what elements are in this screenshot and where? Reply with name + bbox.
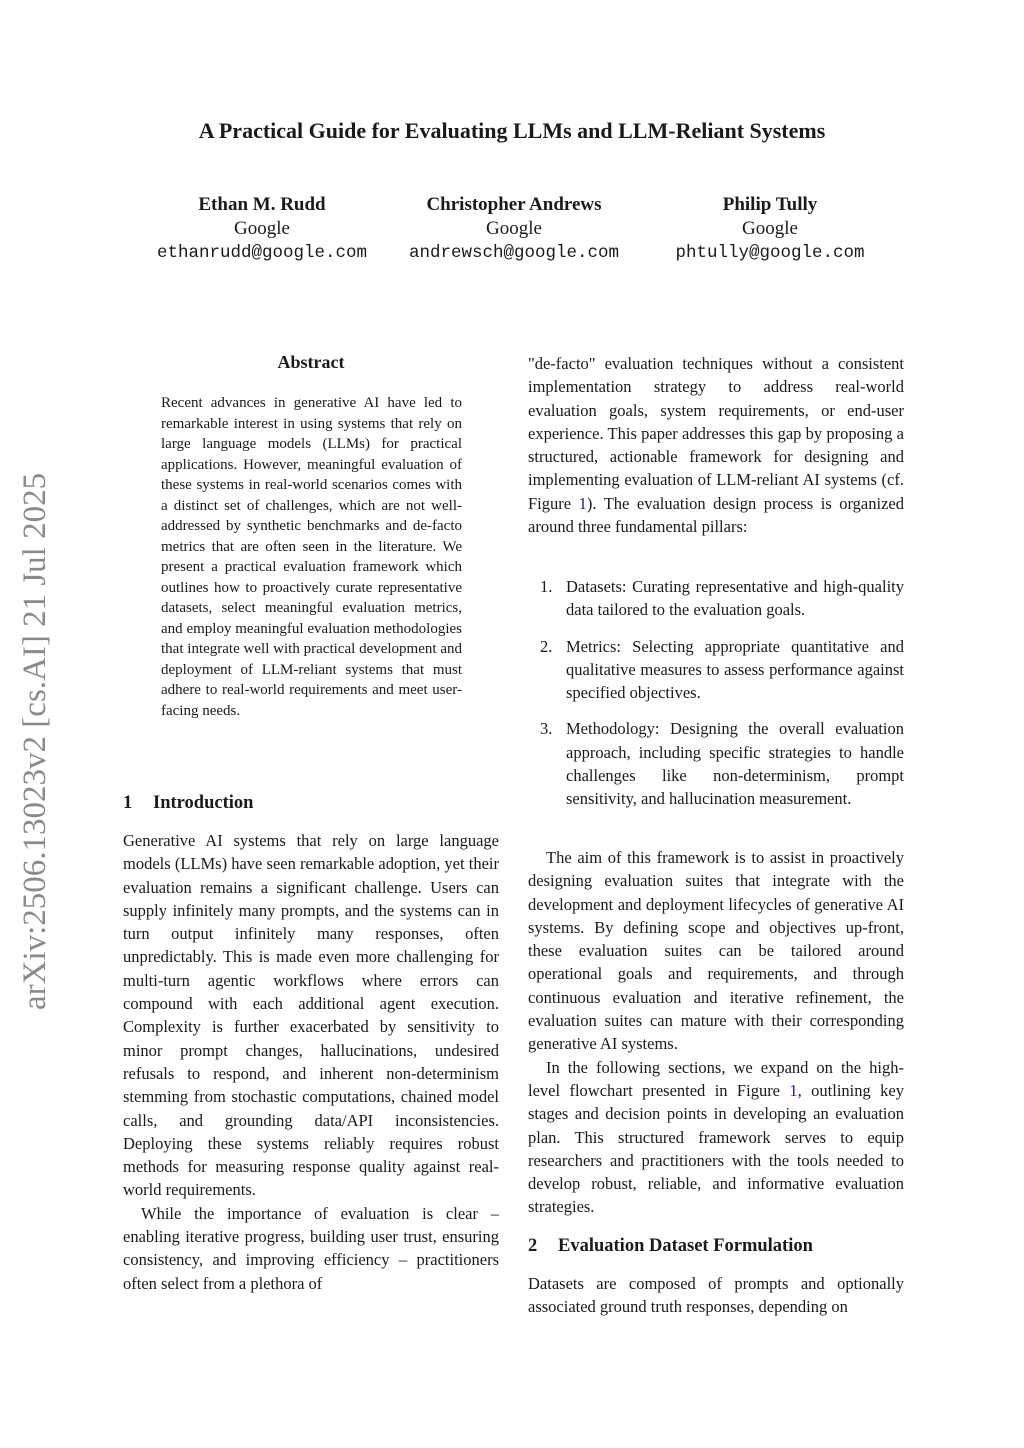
- abstract-body: [161, 393, 462, 721]
- section-number: 2: [528, 1236, 538, 1256]
- section-title: Evaluation Dataset Formulation: [558, 1236, 813, 1256]
- section-number: 1: [123, 793, 133, 813]
- author-affiliation: Google: [234, 218, 290, 239]
- left-column-text: [123, 829, 499, 1295]
- paragraph: Datasets are composed of prompts and optionally associated ground truth responses, depending on: [528, 1274, 904, 1317]
- paper-title: A Practical Guide for Evaluating LLMs and LLM-Reliant Systems: [198, 118, 826, 143]
- paragraph: [528, 352, 904, 538]
- list-item: [540, 635, 904, 705]
- list-item-text: Datasets: Curating representative and high-quality data tailored to the evaluation goals.: [566, 577, 904, 620]
- author-email[interactable]: phtully@google.com: [675, 243, 865, 263]
- section-title: Introduction: [153, 793, 254, 813]
- author-block: [620, 193, 920, 265]
- author-affiliation: Google: [742, 218, 798, 239]
- author-name: Christopher Andrews: [426, 194, 602, 215]
- section-heading-dataset: [528, 1236, 813, 1257]
- paragraph: While the importance of evaluation is clear – enabling iterative progress, building user trust, ensuring consistency, and improving efficiency – practitioners often select from a plethora of: [123, 1203, 499, 1293]
- paragraph: Generative AI systems that rely on large language models (LLMs) have seen remarkable adoption, yet their evaluation remains a significant challenge. Users can supply infinitely many prompts, and the systems can in turn output infinitely many responses, often unpredictably. This is made even more challenging for multi-turn agentic workflows where errors can compound with each additional agent execution. Complexity is further exacerbated by sensitivity to minor prompt changes, hallucinations, undesired refusals to respond, and inherent non-determinism stemming from stochastic computations, chained model calls, and grounding data/API inconsistencies. Deploying these systems reliably requires robust methods for measuring response quality against real-world requirements.: [123, 831, 499, 1200]
- right-column-text: [528, 846, 904, 1219]
- paragraph: The aim of this framework is to assist in proactively designing evaluation suites that integrate with the development and deployment lifecycles of generative AI systems. By defining scope and objectives up-front, these evaluation suites can be tailored around operational goals and requirements, and through continuous evaluation and iterative refinement, the evaluation suites can mature with their corresponding generative AI systems.: [528, 848, 904, 1054]
- figure-reference-link[interactable]: 1: [578, 493, 587, 513]
- abstract-text: Recent advances in generative AI have led to remarkable interest in using systems that rely on large language models (LLMs) for practical applications. However, meaningful evaluation of these systems in real-world scenarios comes with a distinct set of challenges, which are not well-addressed by synthetic benchmarks and de-facto metrics that are often seen in the literature. We present a practical evaluation framework which outlines how to proactively curate representative datasets, select meaningful evaluation metrics, and employ meaningful evaluation methodologies that integrate well with practical development and deployment of LLM-reliant systems that must adhere to real-world requirements and meet user-facing needs.: [161, 395, 462, 719]
- list-number: 3.: [540, 719, 553, 739]
- author-block: [364, 193, 664, 265]
- list-number: 1.: [540, 577, 553, 596]
- list-number: 2.: [540, 636, 553, 656]
- figure-reference-link[interactable]: 1: [789, 1080, 798, 1100]
- arxiv-identifier: arXiv:2506.13023v2 [cs.AI] 21 Jul 2025: [17, 472, 53, 1010]
- author-email[interactable]: ethanrudd@google.com: [156, 243, 368, 263]
- list-item-text: Metrics: Selecting appropriate quantitative and qualitative measures to assess performance against specified objectives.: [566, 636, 904, 703]
- paragraph-text: ). The evaluation design process is organized around three fundamental pillars:: [528, 493, 904, 537]
- author-email[interactable]: andrewsch@google.com: [408, 243, 620, 263]
- right-column-text: [528, 352, 904, 538]
- author-name: Ethan M. Rudd: [198, 194, 326, 215]
- list-item: [540, 575, 904, 622]
- list-item: [540, 717, 904, 810]
- author-affiliation: Google: [486, 218, 542, 239]
- abstract-heading: Abstract: [277, 352, 345, 372]
- paragraph-text: In the following sections, we expand on the high-level flowchart presented in Figure: [528, 1057, 904, 1100]
- author-name: Philip Tully: [722, 194, 818, 215]
- paragraph: [528, 1056, 904, 1219]
- paragraph-text: "de-facto" evaluation techniques without a consistent implementation strategy to address real-world evaluation goals, system requirements, or end-user experience. This paper addresses this gap by proposing a structured, actionable framework for designing and implementing evaluation of LLM-reliant AI systems (cf. Figure: [528, 354, 904, 513]
- pillars-list: [540, 575, 904, 824]
- paragraph-text: , outlining key stages and decision points in developing an evaluation plan. This structured framework serves to equip researchers and practitioners with the tools needed to develop robust, reliable, and informative evaluation strategies.: [528, 1080, 904, 1217]
- list-item-text: Methodology: Designing the overall evaluation approach, including specific strategies to handle challenges like non-determinism, prompt sensitivity, and hallucination measurement.: [566, 719, 904, 809]
- section-heading-introduction: [123, 793, 253, 814]
- right-column-text: [528, 1272, 904, 1319]
